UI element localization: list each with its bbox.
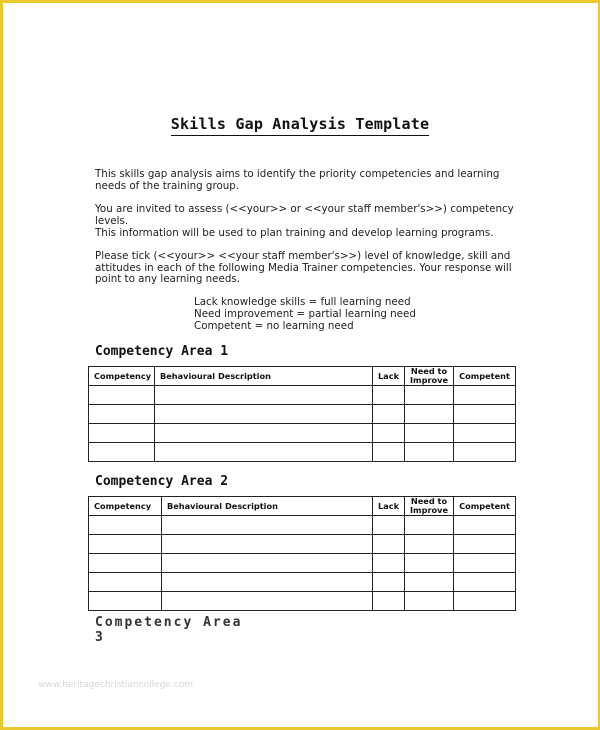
- area-2-table: [88, 496, 516, 611]
- competency-cell[interactable]: [89, 573, 162, 592]
- description-cell[interactable]: [162, 554, 373, 573]
- improve-cell[interactable]: [405, 386, 454, 405]
- table-row: [89, 405, 516, 424]
- lack-cell[interactable]: [373, 424, 405, 443]
- lack-cell[interactable]: [373, 386, 405, 405]
- competency-cell[interactable]: [89, 516, 162, 535]
- improve-cell[interactable]: [405, 424, 454, 443]
- competent-cell[interactable]: [454, 554, 516, 573]
- lack-cell[interactable]: [373, 554, 405, 573]
- table-row: [89, 535, 516, 554]
- col-behavioural-description: Behavioural Description: [162, 497, 373, 516]
- area-2-heading: Competency Area 2: [95, 474, 229, 489]
- competency-cell[interactable]: [89, 443, 155, 462]
- competent-cell[interactable]: [454, 516, 516, 535]
- improve-cell[interactable]: [405, 516, 454, 535]
- area-3-heading: Competency Area 3: [95, 615, 243, 645]
- description-cell[interactable]: [162, 535, 373, 554]
- competency-cell[interactable]: [89, 386, 155, 405]
- table-row: [89, 573, 516, 592]
- table-row: [89, 516, 516, 535]
- description-cell[interactable]: [155, 443, 373, 462]
- col-behavioural-description: Behavioural Description: [155, 367, 373, 386]
- competent-cell[interactable]: [454, 424, 516, 443]
- col-lack: Lack: [373, 367, 405, 386]
- document-title: Skills Gap Analysis Template: [171, 115, 429, 136]
- description-cell[interactable]: [162, 516, 373, 535]
- area-1-heading: Competency Area 1: [95, 344, 229, 359]
- lack-cell[interactable]: [373, 443, 405, 462]
- lack-cell[interactable]: [373, 516, 405, 535]
- watermark: www.heritagechristiancollege.com: [38, 680, 193, 690]
- lack-cell[interactable]: [373, 405, 405, 424]
- competency-cell[interactable]: [89, 405, 155, 424]
- col-competency: Competency: [89, 497, 162, 516]
- improve-cell[interactable]: [405, 554, 454, 573]
- table-row: [89, 443, 516, 462]
- competency-cell[interactable]: [89, 535, 162, 554]
- competent-cell[interactable]: [454, 405, 516, 424]
- col-competent: Competent: [454, 367, 516, 386]
- table-row: [89, 592, 516, 611]
- level-competent: Competent = no learning need: [194, 320, 354, 332]
- col-need-to-improve: Need to Improve: [405, 367, 454, 386]
- description-cell[interactable]: [155, 424, 373, 443]
- competency-cell[interactable]: [89, 592, 162, 611]
- table-row: [89, 424, 516, 443]
- col-need-to-improve: Need to Improve: [405, 497, 454, 516]
- col-competent: Competent: [454, 497, 516, 516]
- description-cell[interactable]: [155, 405, 373, 424]
- table-row: [89, 554, 516, 573]
- competent-cell[interactable]: [454, 535, 516, 554]
- description-cell[interactable]: [162, 592, 373, 611]
- improve-cell[interactable]: [405, 443, 454, 462]
- competent-cell[interactable]: [454, 443, 516, 462]
- area-1-table: [88, 366, 516, 462]
- table-row: [89, 386, 516, 405]
- lack-cell[interactable]: [373, 592, 405, 611]
- improve-cell[interactable]: [405, 535, 454, 554]
- description-cell[interactable]: [162, 573, 373, 592]
- area-3-heading-clipped: [95, 615, 255, 645]
- table-header-row: [89, 367, 516, 386]
- level-improve: Need improvement = partial learning need: [194, 308, 416, 320]
- col-competency: Competency: [89, 367, 155, 386]
- instructions-paragraph: Please tick (<<your>> <<your staff member's>>) level of knowledge, skill and attitudes in each of the following Media Trainer competencies. Your response will point to any learning needs.: [95, 250, 512, 286]
- document-title-wrap: [0, 114, 600, 133]
- competency-cell[interactable]: [89, 424, 155, 443]
- info-paragraph: This information will be used to plan training and develop learning programs.: [95, 227, 494, 239]
- intro-paragraph: This skills gap analysis aims to identify the priority competencies and learning needs of the training group.: [95, 168, 500, 192]
- improve-cell[interactable]: [405, 405, 454, 424]
- competent-cell[interactable]: [454, 386, 516, 405]
- lack-cell[interactable]: [373, 535, 405, 554]
- invite-paragraph: You are invited to assess (<<your>> or <<your staff member's>>) competency levels.: [95, 203, 514, 227]
- table-header-row: [89, 497, 516, 516]
- col-lack: Lack: [373, 497, 405, 516]
- improve-cell[interactable]: [405, 573, 454, 592]
- lack-cell[interactable]: [373, 573, 405, 592]
- competent-cell[interactable]: [454, 573, 516, 592]
- level-lack: Lack knowledge skills = full learning need: [194, 296, 411, 308]
- improve-cell[interactable]: [405, 592, 454, 611]
- competent-cell[interactable]: [454, 592, 516, 611]
- description-cell[interactable]: [155, 386, 373, 405]
- competency-cell[interactable]: [89, 554, 162, 573]
